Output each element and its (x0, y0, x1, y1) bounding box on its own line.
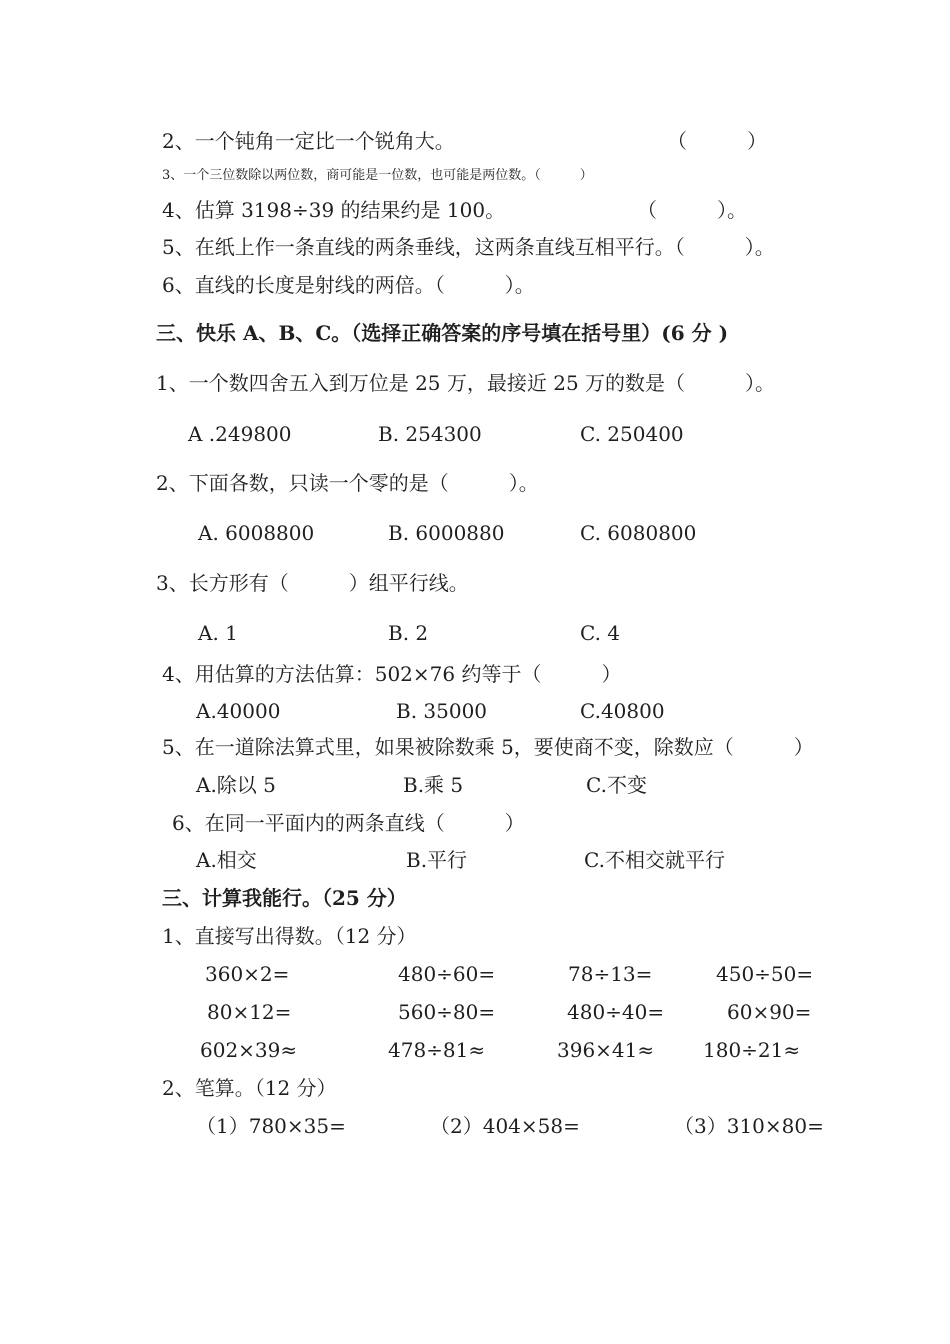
choice-q4-option-c[interactable]: C.40800 (580, 699, 665, 723)
choice-q2-option-a[interactable]: A. 6008800 (198, 521, 315, 545)
calc-direct-r1c4: 450÷50= (716, 962, 814, 986)
calc-written-item-3: （3）310×80= (674, 1114, 824, 1138)
choice-q1-option-c[interactable]: C. 250400 (580, 422, 684, 446)
calc-direct-r1c2: 480÷60= (398, 962, 496, 986)
calc-direct-r3c2: 478÷81≈ (388, 1038, 486, 1062)
calc-direct-r1c1: 360×2= (205, 962, 290, 986)
calc-direct-r2c1: 80×12= (207, 1000, 292, 1024)
choice-q2-stem: 2、下面各数，只读一个零的是（ ）。 (156, 471, 539, 495)
judge-q2 (162, 131, 455, 151)
choice-q1-stem: 1、一个数四舍五入到万位是 25 万，最接近 25 万的数是（ ）。 (156, 371, 776, 395)
judge-q4: 4、估算 3198÷39 的结果约是 100。 (162, 198, 506, 222)
calc-direct-r2c2: 560÷80= (398, 1000, 496, 1024)
calc-direct-r2c4: 60×90= (727, 1000, 812, 1024)
choice-q3-option-b[interactable]: B. 2 (388, 621, 429, 645)
choice-q5-option-a[interactable]: A.除以 5 (196, 773, 276, 797)
choice-q2-option-c[interactable]: C. 6080800 (580, 521, 697, 545)
choice-q3-option-c[interactable]: C. 4 (580, 621, 621, 645)
judge-q2-text: 2、一个钝角一定比一个锐角大。 (162, 129, 455, 153)
choice-q6-option-a[interactable]: A.相交 (196, 848, 257, 872)
choice-q5-option-b[interactable]: B.乘 5 (403, 773, 464, 797)
choice-q4-option-b[interactable]: B. 35000 (396, 699, 488, 723)
choice-q6-option-c[interactable]: C.不相交就平行 (584, 848, 725, 872)
judge-q2-answer-paren[interactable]: （ ） (667, 129, 767, 153)
choice-q4-stem: 4、用估算的方法估算：502×76 约等于（ ） (162, 662, 622, 686)
section3-title: 三、快乐 A、B、C。（选择正确答案的序号填在括号里）(6 分 ) (156, 321, 729, 345)
choice-q5-option-c[interactable]: C.不变 (586, 773, 647, 797)
choice-q3-stem: 3、长方形有（ ）组平行线。 (156, 571, 469, 595)
judge-q4-answer-paren[interactable]: （ ）。 (637, 198, 747, 222)
calc-written-item-2: （2）404×58= (430, 1114, 580, 1138)
choice-q1-option-b[interactable]: B. 254300 (378, 422, 482, 446)
calc-direct-title: 1、直接写出得数。（12 分） (162, 924, 417, 948)
calc-direct-r3c1: 602×39≈ (200, 1038, 298, 1062)
judge-q6: 6、直线的长度是射线的两倍。（ ）。 (162, 273, 535, 297)
calc-direct-r1c3: 78÷13= (568, 962, 653, 986)
calc-written-title: 2、笔算。（12 分） (162, 1076, 337, 1100)
calc-written-item-1: （1）780×35= (196, 1114, 346, 1138)
choice-q5-stem: 5、在一道除法算式里，如果被除数乘 5，要使商不变，除数应（ ） (162, 735, 814, 759)
choice-q3-option-a[interactable]: A. 1 (198, 621, 238, 645)
calc-direct-r2c3: 480÷40= (567, 1000, 665, 1024)
judge-q3: 3、一个三位数除以两位数，商可能是一位数，也可能是两位数。（ ） (162, 168, 593, 183)
choice-q1-option-a[interactable]: A .249800 (188, 422, 292, 446)
choice-q2-option-b[interactable]: B. 6000880 (388, 521, 505, 545)
calc-direct-r3c3: 396×41≈ (557, 1038, 655, 1062)
choice-q4-option-a[interactable]: A.40000 (196, 699, 281, 723)
choice-q6-option-b[interactable]: B.平行 (406, 848, 468, 872)
judge-q5: 5、在纸上作一条直线的两条垂线，这两条直线互相平行。（ ）。 (162, 235, 775, 259)
calc-direct-r3c4: 180÷21≈ (703, 1038, 801, 1062)
choice-q6-stem: 6、在同一平面内的两条直线（ ） (172, 811, 525, 835)
calc-title: 三、计算我能行。（25 分） (162, 886, 407, 910)
